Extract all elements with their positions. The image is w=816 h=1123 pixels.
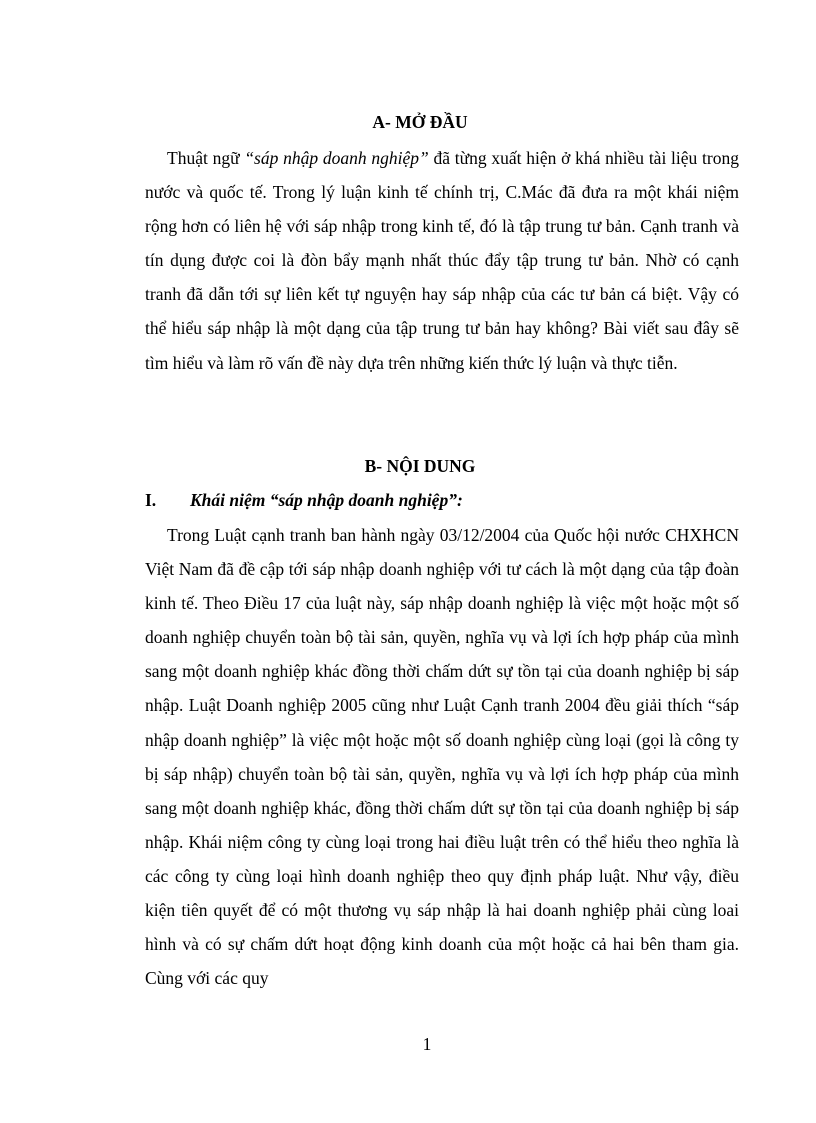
intro-text-start: Thuật ngữ <box>167 148 245 168</box>
heading-introduction: A- MỞ ĐẦU <box>372 112 468 132</box>
section-body-paragraph: Trong Luật cạnh tranh ban hành ngày 03/12/2004 của Quốc hội nước CHXHCN Việt Nam đã đề cập tới sáp nhập doanh nghiệp với tư cách là một dạng của tập đoàn kinh tế. Theo Điều 17 của luật này, sáp nhập doanh nghiệp là việc một hoặc một số doanh nghiệp chuyển toàn bộ tài sản, quyền, nghĩa vụ và lợi ích hợp pháp của mình sang một doanh nghiệp khác đồng thời chấm dứt sự tồn tại của doanh nghiệp bị sáp nhập. Luật Doanh nghiệp 2005 cũng như Luật Cạnh tranh 2004 đều giải thích “sáp nhập doanh nghiệp” là việc một hoặc một số doanh nghiệp cùng loại (gọi là công ty bị sáp nhập) chuyển toàn bộ tài sản, quyền, nghĩa vụ và lợi ích hợp pháp của mình sang một doanh nghiệp khác, đồng thời chấm dứt sự tồn tại của doanh nghiệp bị sáp nhập. Khái niệm công ty cùng loại trong hai điều luật trên có thể hiểu theo nghĩa là các công ty cùng loại hình doanh nghiệp theo quy định pháp luật. Như vậy, điều kiện tiên quyết để có một thương vụ sáp nhập là hai doanh nghiệp phải cùng loai hình và có sự chấm dứt hoạt động kinh doanh của một hoặc cả hai bên tham gia. Cùng với các quy <box>145 525 739 989</box>
section-number: I. <box>145 490 157 510</box>
page-number: 1 <box>422 1034 432 1054</box>
intro-italic-term: “sáp nhập doanh nghiệp” <box>244 148 429 168</box>
intro-paragraph <box>145 141 739 380</box>
section-title-text: Khái niệm “sáp nhập doanh nghiệp”: <box>190 490 463 510</box>
heading-content: B- NỘI DUNG <box>364 456 476 476</box>
section-heading <box>145 488 739 512</box>
intro-text-rest: đã từng xuất hiện ở khá nhiều tài liệu trong nước và quốc tế. Trong lý luận kinh tế chính trị, C.Mác đã đưa ra một khái niệm rộng hơn có liên hệ với sáp nhập trong kinh tế, đó là tập trung tư bản. Cạnh tranh và tín dụng được coi là đòn bẩy mạnh nhất thúc đẩy tập trung tư bản. Nhờ có cạnh tranh đã dẫn tới sự liên kết tự nguyện hay sáp nhập của các tư bản cá biệt. Vậy có thể hiểu sáp nhập là một dạng của tập trung tư bản hay không? Bài viết sau đây sẽ tìm hiểu và làm rõ vấn đề này dựa trên những kiến thức lý luận và thực tiễn. <box>145 148 739 373</box>
